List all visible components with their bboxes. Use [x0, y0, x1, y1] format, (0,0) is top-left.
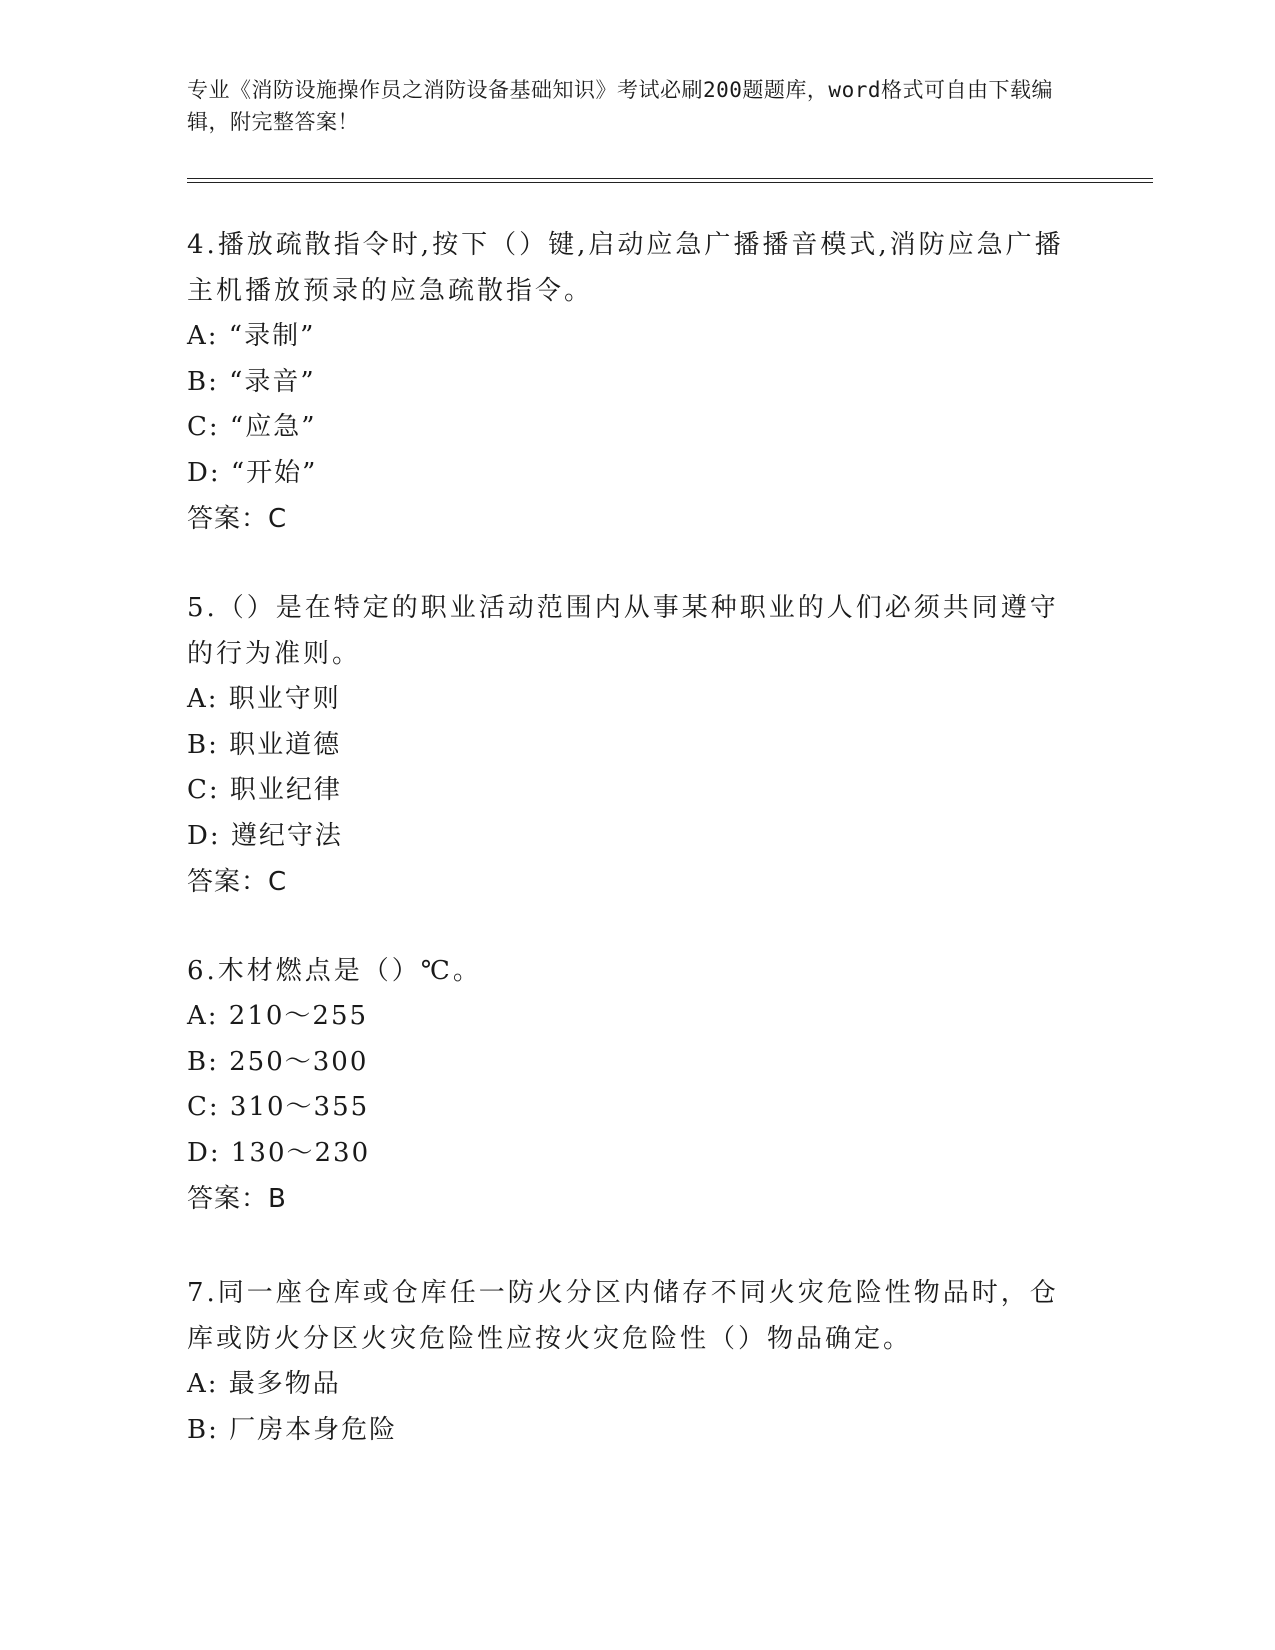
option-d: D: 130～230	[187, 1137, 371, 1168]
question-6	[187, 948, 1087, 1222]
answer: 答案：B	[187, 1184, 287, 1214]
question-4	[187, 222, 1087, 542]
answer: 答案：C	[187, 504, 288, 534]
header-double-rule	[187, 178, 1153, 183]
option-a: A: “录制”	[187, 321, 316, 351]
option-c: C: 310～355	[187, 1092, 370, 1122]
option-a: A: 职业守则	[187, 684, 341, 714]
option-a: A: 最多物品	[187, 1369, 341, 1399]
question-stem: 7.同一座仓库或仓库任一防火分区内储存不同火灾危险性物品时，仓库或防火分区火灾危险性应按火灾危险性（）物品确定。	[187, 1278, 1059, 1354]
document-header: 专业《消防设施操作员之消防设备基础知识》考试必刷200题题库，word格式可自由下载编辑，附完整答案！	[187, 78, 1053, 134]
question-7	[187, 1270, 1087, 1453]
option-c: C: “应急”	[187, 412, 317, 442]
option-b: B: 职业道德	[187, 729, 342, 760]
option-b: B: 厂房本身危险	[187, 1414, 398, 1445]
option-c: C: 职业纪律	[187, 775, 342, 805]
option-a: A: 210～255	[187, 1001, 369, 1031]
question-5	[187, 585, 1087, 905]
option-b: B: 250～300	[187, 1046, 369, 1077]
question-stem: 5.（）是在特定的职业活动范围内从事某种职业的人们必须共同遵守的行为准则。	[187, 593, 1059, 669]
question-stem: 4.播放疏散指令时,按下（）键,启动应急广播播音模式,消防应急广播主机播放预录的应急疏散指令。	[187, 230, 1064, 306]
question-stem: 6.木材燃点是（）℃。	[187, 956, 482, 986]
option-b: B: “录音”	[187, 366, 316, 397]
option-d: D: “开始”	[187, 457, 318, 488]
option-d: D: 遵纪守法	[187, 820, 343, 851]
answer: 答案：C	[187, 867, 288, 897]
